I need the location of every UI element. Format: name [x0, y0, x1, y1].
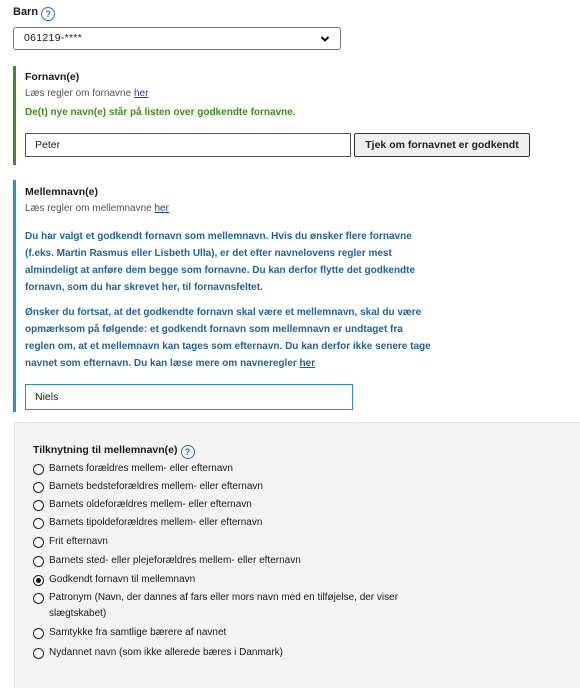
relation-option-label: Godkendt fornavn til mellemnavn: [49, 574, 196, 585]
first-name-rules-text: Læs regler om fornavne: [25, 88, 134, 99]
info-line-last: [25, 355, 431, 372]
relation-option-label: Patronym (Navn, der dannes af fars eller mors navn med en tilføjelse, der viser: [49, 592, 399, 603]
radio-button[interactable]: [33, 537, 44, 548]
first-name-accent-bar: [13, 66, 16, 165]
radio-button[interactable]: [33, 500, 44, 511]
relation-option-label: Frit efternavn: [49, 536, 108, 547]
radio-button[interactable]: [33, 575, 44, 586]
first-name-rules-link[interactable]: her: [133, 88, 149, 99]
relation-option-label: Nydannet navn (som ikke allerede bæres i Danmark): [49, 647, 283, 658]
radio-button[interactable]: [33, 482, 44, 493]
check-first-name-button[interactable]: Tjek om fornavnet er godkendt: [354, 133, 530, 157]
middle-name-rules-text: Læs regler om mellemnavne: [25, 203, 155, 214]
first-name-input[interactable]: Peter: [25, 133, 351, 157]
middle-name-input[interactable]: Niels: [25, 384, 353, 410]
child-label: Barn: [13, 6, 39, 18]
middle-name-accent-bar: [13, 180, 16, 412]
help-icon[interactable]: ?: [41, 7, 55, 21]
middle-name-rules-link[interactable]: her: [154, 203, 169, 214]
navneregler-link[interactable]: her: [299, 358, 316, 369]
middle-name-info-2: [25, 304, 431, 372]
relation-label: Tilknytning til mellemnavn(e): [33, 444, 178, 456]
radio-button[interactable]: [33, 518, 44, 529]
info-line: opmærksom på følgende: et godkendt fornavn som mellemnavn er undtaget fra: [25, 324, 403, 335]
relation-option-label: Barnets sted- eller plejeforældres mellem- eller efternavn: [49, 555, 301, 566]
info-line: Ønsker du fortsat, at det godkendte fornavn skal være et mellemnavn, skal du være: [25, 307, 422, 318]
info-line: fornavn, som du har skrevet her, til fornavnsfeltet.: [25, 282, 263, 293]
info-line: Du har valgt et godkendt fornavn som mellemnavn. Hvis du ønsker flere fornavne: [25, 231, 412, 242]
relation-option-label: Samtykke fra samtlige bærere af navnet: [49, 627, 227, 638]
radio-button[interactable]: [33, 593, 44, 604]
radio-button[interactable]: [33, 464, 44, 475]
relation-option-label: Barnets oldeforældres mellem- eller efternavn: [49, 499, 252, 510]
child-select[interactable]: [13, 27, 341, 50]
relation-option-label: Barnets bedsteforældres mellem- eller efternavn: [49, 481, 263, 492]
middle-name-rules: [25, 203, 169, 214]
first-name-success-message: De(t) nye navn(e) står på listen over godkendte fornavne.: [25, 107, 296, 118]
relation-label-row: [33, 444, 195, 459]
info-last-text: navnet som efternavn. Du kan læse mere om navneregler: [25, 358, 300, 369]
first-name-rules: [25, 88, 148, 99]
info-line: almindeligt at anføre dem begge som fornavne. Du kan derfor flytte det godkendte: [25, 265, 416, 276]
relation-option-label: Barnets forældres mellem- eller efternavn: [49, 463, 233, 474]
radio-button[interactable]: [33, 556, 44, 567]
middle-name-info-1: [25, 228, 415, 296]
relation-option-label: Barnets tipoldeforældres mellem- eller efternavn: [49, 517, 263, 528]
relation-option-label-cont: slægtskabet): [49, 608, 107, 619]
radio-button[interactable]: [33, 648, 44, 659]
child-label-row: [13, 6, 55, 21]
middle-name-label: Mellemnavn(e): [25, 186, 98, 198]
info-line: (f.eks. Martin Rasmus eller Lisbeth Ulla), er det efter navnelovens regler mest: [25, 248, 392, 259]
help-icon[interactable]: ?: [181, 445, 195, 459]
child-select-value: 061219-****: [24, 32, 83, 44]
chevron-down-icon: [320, 34, 330, 44]
radio-button[interactable]: [33, 628, 44, 639]
first-name-label: Fornavn(e): [25, 71, 80, 83]
info-line: reglen om, at et mellemnavn kan tages som efternavn. Du kan derfor ikke senere tage: [25, 341, 431, 352]
